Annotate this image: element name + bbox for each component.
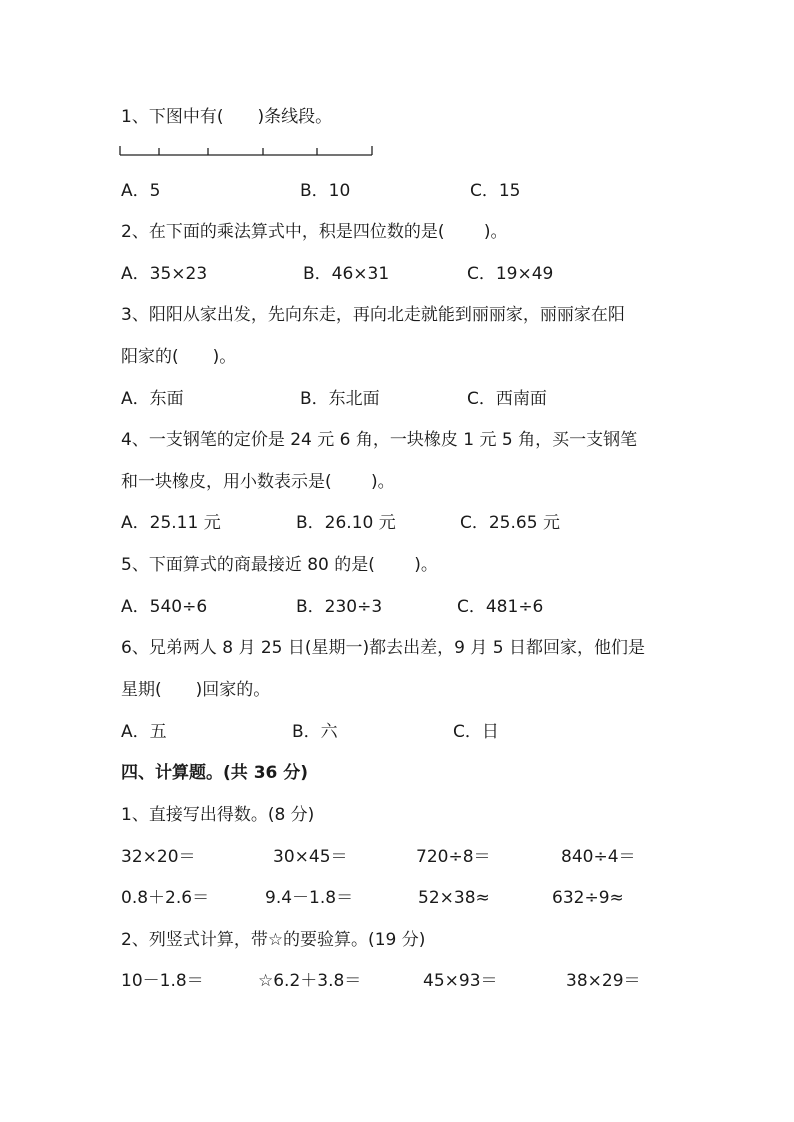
calc-item: 30×45＝ [273, 847, 348, 867]
calc-item: ☆6.2＋3.8＝ [258, 971, 362, 991]
question-2-text: 2、在下面的乘法算式中，积是四位数的是( )。 [121, 222, 508, 242]
question-4-option-b[interactable]: B．26.10 元 [296, 513, 396, 533]
calc-item: 38×29＝ [566, 971, 641, 991]
calc-item: 45×93＝ [423, 971, 498, 991]
question-3-option-c[interactable]: C．西南面 [467, 389, 547, 409]
calc-item: 52×38≈ [418, 888, 490, 908]
question-2-option-c[interactable]: C．19×49 [467, 264, 554, 284]
question-6-option-a[interactable]: A．五 [121, 722, 167, 742]
question-4-text-line1: 4、一支钢笔的定价是 24 元 6 角，一块橡皮 1 元 5 角，买一支钢笔 [121, 430, 638, 450]
question-5-text: 5、下面算式的商最接近 80 的是( )。 [121, 555, 438, 575]
calc-item: 32×20＝ [121, 847, 196, 867]
question-5-option-a[interactable]: A．540÷6 [121, 597, 208, 617]
line-segment-figure [118, 140, 376, 160]
question-3-option-b[interactable]: B．东北面 [300, 389, 380, 409]
question-4-option-c[interactable]: C．25.65 元 [460, 513, 560, 533]
section-4-q2-title: 2、列竖式计算，带☆的要验算。(19 分) [121, 930, 426, 950]
calc-item: 0.8＋2.6＝ [121, 888, 210, 908]
question-6-option-b[interactable]: B．六 [292, 722, 338, 742]
question-3-text-line1: 3、阳阳从家出发，先向东走，再向北走就能到丽丽家，丽丽家在阳 [121, 305, 625, 325]
calc-item: 10－1.8＝ [121, 971, 204, 991]
question-1-option-b[interactable]: B．10 [300, 181, 351, 201]
question-4-text-line2: 和一块橡皮，用小数表示是( )。 [121, 472, 395, 492]
question-6-text-line2: 星期( )回家的。 [121, 680, 271, 700]
question-1-text: 1、下图中有( )条线段。 [121, 107, 333, 127]
question-6-text-line1: 6、兄弟两人 8 月 25 日(星期一)都去出差，9 月 5 日都回家，他们是 [121, 638, 645, 658]
question-1-option-a[interactable]: A．5 [121, 181, 161, 201]
question-4-option-a[interactable]: A．25.11 元 [121, 513, 221, 533]
question-2-option-a[interactable]: A．35×23 [121, 264, 208, 284]
question-5-option-c[interactable]: C．481÷6 [457, 597, 544, 617]
section-4-q1-title: 1、直接写出得数。(8 分) [121, 805, 315, 825]
question-2-option-b[interactable]: B．46×31 [303, 264, 390, 284]
calc-item: 840÷4＝ [561, 847, 636, 867]
question-3-text-line2: 阳家的( )。 [121, 347, 237, 367]
question-5-option-b[interactable]: B．230÷3 [296, 597, 383, 617]
question-6-option-c[interactable]: C．日 [453, 722, 499, 742]
calc-item: 9.4－1.8＝ [265, 888, 354, 908]
calc-item: 720÷8＝ [416, 847, 491, 867]
section-4-title: 四、计算题。(共 36 分) [121, 763, 309, 783]
calc-item: 632÷9≈ [552, 888, 624, 908]
question-3-option-a[interactable]: A．东面 [121, 389, 184, 409]
question-1-option-c[interactable]: C．15 [470, 181, 521, 201]
